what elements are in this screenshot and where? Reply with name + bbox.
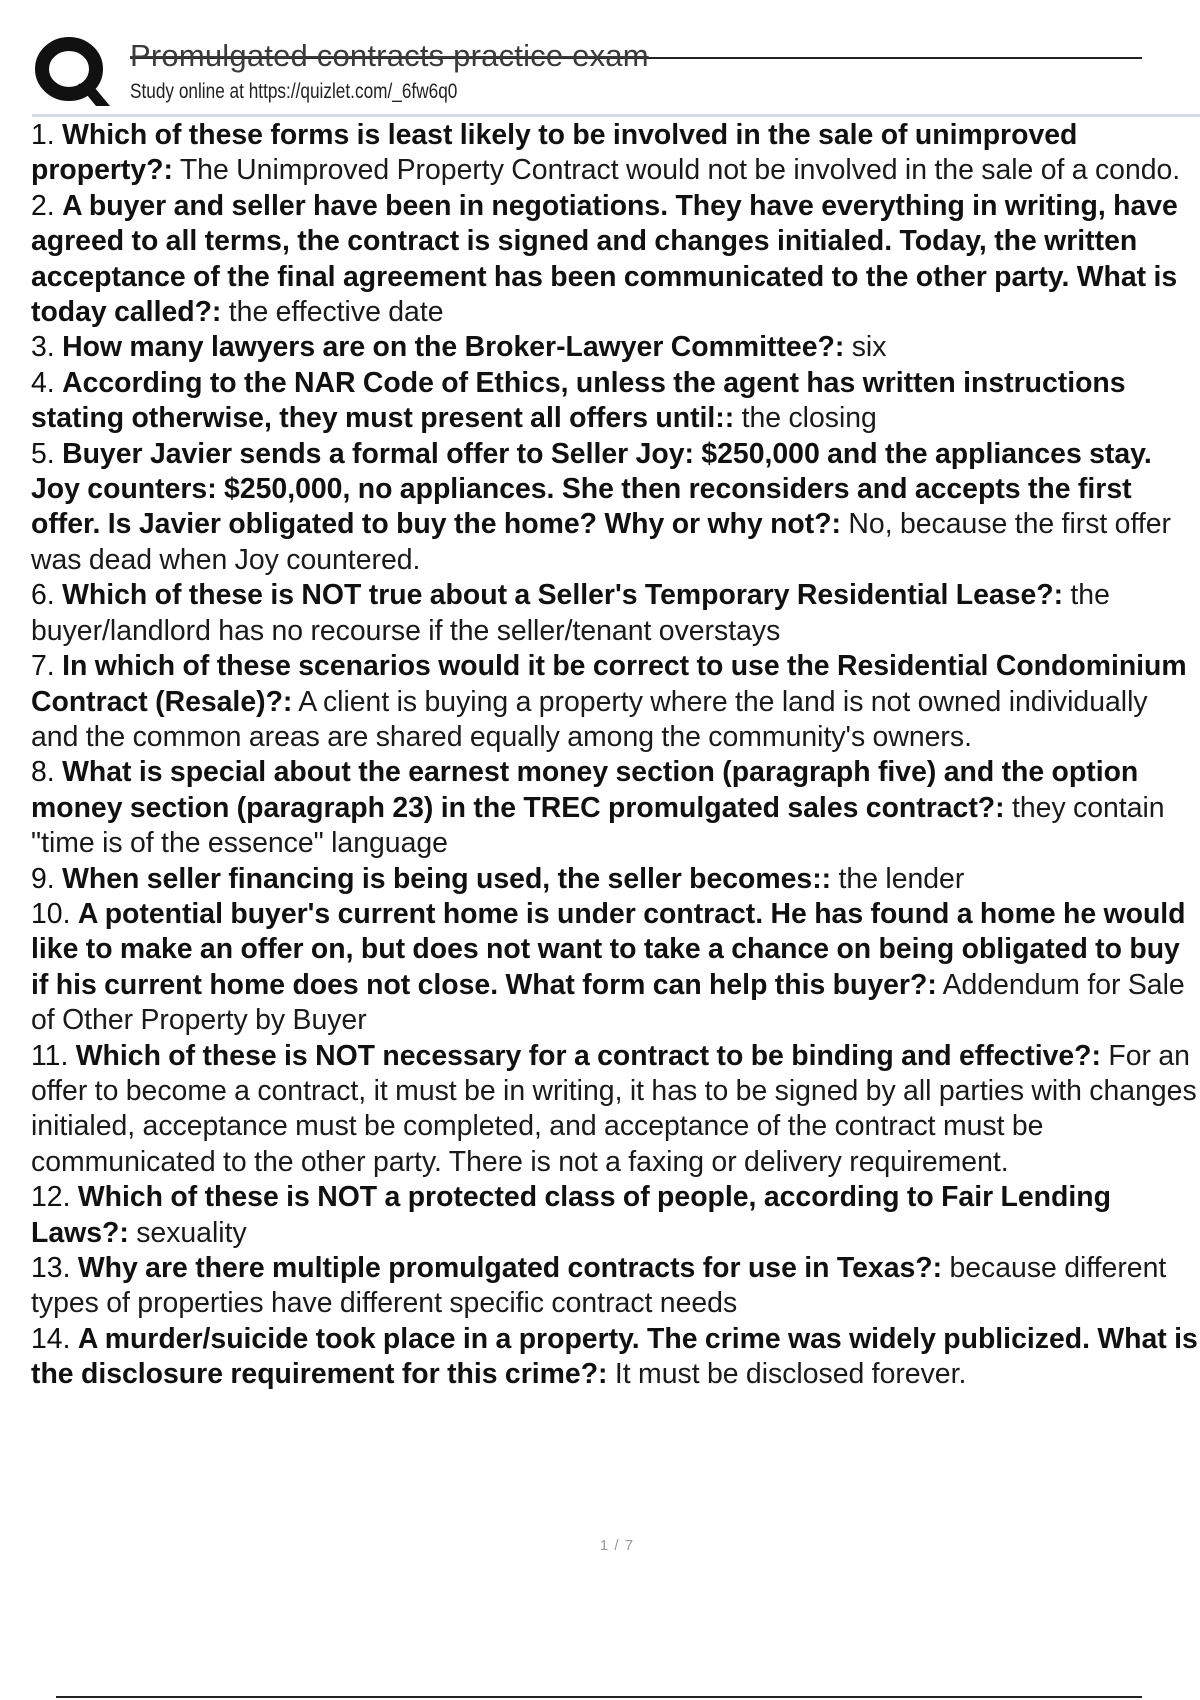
quizlet-q-logo-icon [32, 32, 112, 112]
answer-text: they contain "time is of the essence" language [31, 791, 1165, 860]
question-number: 2. [31, 189, 55, 222]
question-text: When seller financing is being used, the seller becomes:: [62, 862, 832, 895]
question-item [31, 1039, 1200, 1181]
question-number: 10. [31, 897, 71, 930]
answer-text: For an offer to become a contract, it must be in writing, it has to be signed by all parties with changes initialed, acceptance must be completed, and acceptance of the contract must be communicated to the other party. There is not a faxing or delivery requirement. [31, 1039, 1197, 1178]
answer-text: the buyer/landlord has no recourse if the seller/tenant overstays [31, 579, 1110, 647]
question-item [31, 649, 1200, 755]
answer-text: The Unimproved Property Contract would not be involved in the sale of a condo. [179, 154, 1181, 187]
answer-text: six [851, 331, 887, 364]
question-text: How many lawyers are on the Broker-Lawyer Committee?: [62, 331, 845, 364]
answer-text: sexuality [136, 1216, 247, 1249]
question-number: 4. [31, 366, 55, 399]
answer-text: Addendum for Sale of Other Property by Buyer [31, 968, 1185, 1037]
question-list [31, 118, 1200, 1393]
question-item [31, 1322, 1200, 1393]
question-item [31, 437, 1200, 579]
question-text: Which of these is NOT necessary for a contract to be binding and effective?: [75, 1039, 1101, 1072]
question-number: 7. [31, 650, 55, 683]
question-item [31, 1180, 1200, 1251]
page-number: 1 / 7 [599, 1537, 635, 1554]
question-text: A murder/suicide took place in a property. The crime was widely publicized. What is the disclosure requirement for this crime?: [31, 1322, 1198, 1391]
header-divider [32, 114, 1200, 117]
answer-text: the lender [838, 862, 965, 895]
question-number: 9. [31, 862, 55, 895]
question-number: 8. [31, 756, 55, 789]
question-text: Buyer Javier sends a formal offer to Seller Joy: $250,000 and the appliances stay. Joy counters: $250,000, no appliances. She then reconsiders and accepts the first offer. Is Javier obligated to buy the home? Why or why not?: [31, 437, 1152, 541]
question-text: Which of these is NOT true about a Seller's Temporary Residential Lease?: [62, 579, 1064, 612]
question-item [31, 118, 1200, 189]
document-header [32, 30, 1142, 114]
question-text: Which of these is NOT a protected class of people, according to Fair Lending Laws?: [31, 1181, 1111, 1249]
question-number: 6. [31, 579, 55, 612]
answer-text: because different types of properties have different specific contract needs [31, 1252, 1167, 1320]
answer-text: It must be disclosed forever. [614, 1358, 967, 1391]
question-item [31, 189, 1200, 331]
question-item [31, 862, 1200, 897]
question-item [31, 578, 1200, 649]
document-subtitle: Study online at https://quizlet.com/_6fw6q0 [130, 80, 458, 103]
document-title: Promulgated contracts practice exam [130, 38, 649, 73]
question-text: Why are there multiple promulgated contracts for use in Texas?: [77, 1252, 943, 1284]
footer-divider [56, 1696, 1142, 1698]
answer-text: No, because the first offer was dead when Joy countered. [31, 508, 1171, 576]
question-text: A buyer and seller have been in negotiations. They have everything in writing, have agreed to all terms, the contract is signed and changes initialed. Today, the written acceptance of the final agreement has been communicated to the other party. What is today called?: [31, 189, 1178, 329]
question-number: 5. [31, 437, 55, 470]
question-item [31, 330, 1200, 365]
question-item [31, 897, 1200, 1039]
question-number: 14. [31, 1322, 71, 1355]
question-item [31, 1251, 1200, 1322]
question-number: 11. [31, 1039, 69, 1072]
answer-text: the closing [741, 402, 877, 435]
answer-text: the effective date [228, 296, 444, 329]
question-number: 3. [31, 331, 55, 364]
question-text: According to the NAR Code of Ethics, unless the agent has written instructions stating otherwise, they must present all offers until:: [31, 366, 1126, 435]
question-number: 1. [31, 119, 55, 151]
answer-text: A client is buying a property where the land is not owned individually and the common areas are shared equally among the community's owners. [31, 685, 1148, 753]
question-number: 12. [31, 1181, 71, 1214]
question-text: What is special about the earnest money section (paragraph five) and the option money section (paragraph 23) in the TREC promulgated sales contract?: [31, 756, 1139, 824]
question-text: A potential buyer's current home is under contract. He has found a home he would like to make an offer on, but does not want to take a chance on being obligated to buy if his current home does not close. What form can help this buyer?: [31, 897, 1186, 1001]
question-text: Which of these forms is least likely to be involved in the sale of unimproved property?: [31, 119, 1078, 187]
question-item [31, 755, 1200, 861]
question-item [31, 366, 1200, 437]
question-text: In which of these scenarios would it be correct to use the Residential Condominium Contract (Resale)?: [31, 650, 1187, 718]
question-number: 13. [31, 1252, 71, 1284]
